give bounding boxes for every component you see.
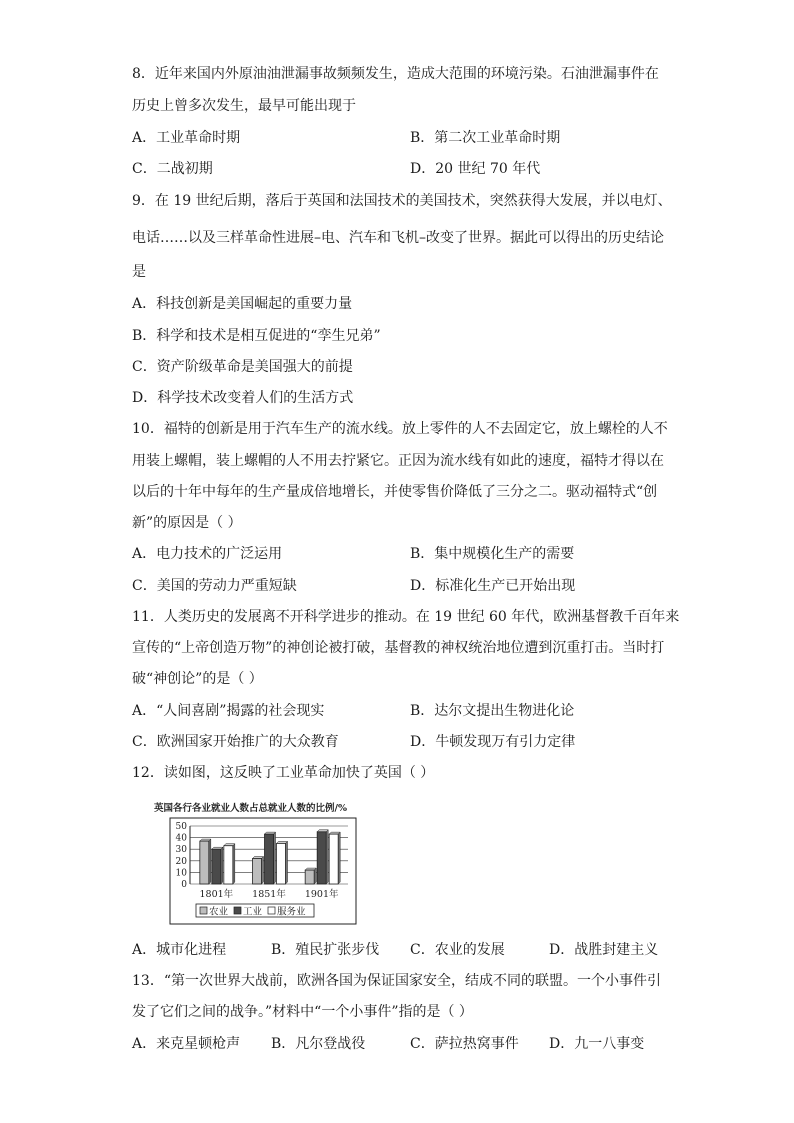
legend-swatch (200, 907, 207, 914)
q8-stem-line-1: 8．近年来国内外原油油泄漏事故频频发生，造成大范围的环境污染。石油泄漏事件在 (132, 66, 659, 82)
q10-stem-line-4: 新”的原因是（ ） (132, 515, 242, 531)
q9-stem-line-3: 是 (132, 264, 146, 280)
legend-label: 农业 (209, 906, 229, 918)
q13-option-c[interactable]: C．萨拉热窝事件 (410, 1036, 519, 1052)
y-tick-label: 40 (175, 833, 187, 844)
y-tick-label: 50 (175, 822, 187, 832)
q9-option-c[interactable]: C．资产阶级革命是美国强大的前提 (132, 359, 353, 375)
bar-工业-1851年 (265, 834, 274, 884)
bar-农业-1901年 (305, 870, 314, 884)
q9-option-a[interactable]: A．科技创新是美国崛起的重要力量 (132, 296, 353, 312)
q11-stem-line-3: 破“神创论”的是（ ） (132, 671, 263, 687)
q11-option-c[interactable]: C．欧洲国家开始推广的大众教育 (132, 734, 339, 750)
x-tick-label: 1901年 (304, 889, 339, 900)
legend-swatch (234, 907, 241, 914)
q13-option-d[interactable]: D．九一八事变 (549, 1036, 645, 1052)
q12-option-a[interactable]: A．城市化进程 (132, 942, 227, 958)
q10-option-b[interactable]: B．集中规模化生产的需要 (410, 546, 575, 562)
y-tick-label: 10 (175, 868, 187, 879)
q13-option-a[interactable]: A．来克星顿枪声 (132, 1036, 241, 1052)
chart-y-ticks (176, 822, 188, 890)
q10-option-a[interactable]: A．电力技术的广泛运用 (132, 546, 283, 562)
q11-option-d[interactable]: D．牛顿发现万有引力定律 (410, 734, 576, 750)
legend-swatch (268, 907, 275, 914)
q9-stem-line-1: 9．在 19 世纪后期，落后于英国和法国技术的美国技术，突然获得大发展，并以电灯、 (132, 193, 672, 209)
q9-option-d[interactable]: D．科学技术改变着人们的生活方式 (132, 390, 354, 406)
bar-工业-1901年 (317, 832, 326, 884)
q13-stem-line-2: 发了它们之间的战争。”材料中“一个小事件”指的是（ ） (132, 1004, 473, 1020)
chart-bars (200, 830, 340, 884)
q11-option-a[interactable]: A．“人间喜剧”揭露的社会现实 (132, 703, 325, 719)
bar-农业-1851年 (253, 858, 262, 884)
x-tick-label: 1851年 (252, 889, 286, 900)
bar-农业-1801年 (200, 841, 209, 884)
chart-title: 英国各行各业就业人数占总就业人数的比例/% (154, 803, 347, 814)
q12-stem-line-1: 12．读如图，这反映了工业革命加快了英国（ ） (132, 765, 435, 781)
q12-option-c[interactable]: C．农业的发展 (410, 942, 505, 958)
q13-option-b[interactable]: B．凡尔登战役 (271, 1036, 366, 1052)
bar-服务业-1851年 (277, 843, 286, 884)
q12-option-d[interactable]: D．战胜封建主义 (549, 942, 659, 958)
q9-option-b[interactable]: B．科学和技术是相互促进的“孪生兄弟” (132, 328, 381, 344)
q11-stem-line-2: 宣传的“上帝创造万物”的神创论被打破，基督教的神权统治地位遭到沉重打击。当时打 (132, 640, 665, 656)
chart-legend (196, 904, 314, 918)
q11-option-b[interactable]: B．达尔文提出生物进化论 (410, 703, 575, 719)
q8-option-b[interactable]: B．第二次工业革命时期 (410, 130, 561, 146)
q8-stem-line-2: 历史上曾多次发生，最早可能出现于 (132, 98, 356, 114)
q10-stem-line-1: 10．福特的创新是用于汽车生产的流水线。放上零件的人不去固定它，放上螺栓的人不 (132, 421, 668, 437)
bar-工业-1801年 (212, 849, 221, 884)
q13-stem-line-1: 13．“第一次世界大战前，欧洲各国为保证国家安全，结成不同的联盟。一个小事件引 (132, 973, 661, 989)
chart-x-labels (199, 888, 339, 900)
q10-option-d[interactable]: D．标准化生产已开始出现 (410, 578, 576, 594)
q12-option-b[interactable]: B．殖民扩张步伐 (271, 942, 380, 958)
q11-stem-line-1: 11．人类历史的发展离不开科学进步的推动。在 19 世纪 60 年代，欧洲基督教千百年来 (132, 609, 680, 625)
bar-服务业-1901年 (329, 834, 338, 884)
q8-option-d[interactable]: D．20 世纪 70 年代 (410, 161, 541, 177)
x-tick-label: 1801年 (199, 889, 234, 900)
q10-stem-line-2: 用装上螺帽，装上螺帽的人不用去拧紧它。正因为流水线有如此的速度，福特才得以在 (132, 453, 664, 469)
q10-stem-line-3: 以后的十年中每年的生产量成倍地增长，并使零售价降低了三分之二。驱动福特式“创 (132, 484, 658, 500)
chart-svg (152, 798, 362, 926)
q8-option-a[interactable]: A．工业革命时期 (132, 130, 241, 146)
legend-label: 工业 (243, 906, 263, 918)
y-tick-label: 30 (175, 845, 187, 856)
bar-服务业-1801年 (224, 846, 233, 884)
legend-label: 服务业 (277, 906, 306, 918)
q8-option-c[interactable]: C．二战初期 (132, 161, 213, 177)
y-tick-label: 0 (181, 880, 187, 890)
q9-stem-line-2: 电话……以及三样革命性进展–电、汽车和飞机–改变了世界。据此可以得出的历史结论 (132, 230, 664, 246)
q10-option-c[interactable]: C．美国的劳动力严重短缺 (132, 578, 297, 594)
employment-bar-chart (152, 798, 362, 926)
y-tick-label: 20 (175, 856, 187, 867)
